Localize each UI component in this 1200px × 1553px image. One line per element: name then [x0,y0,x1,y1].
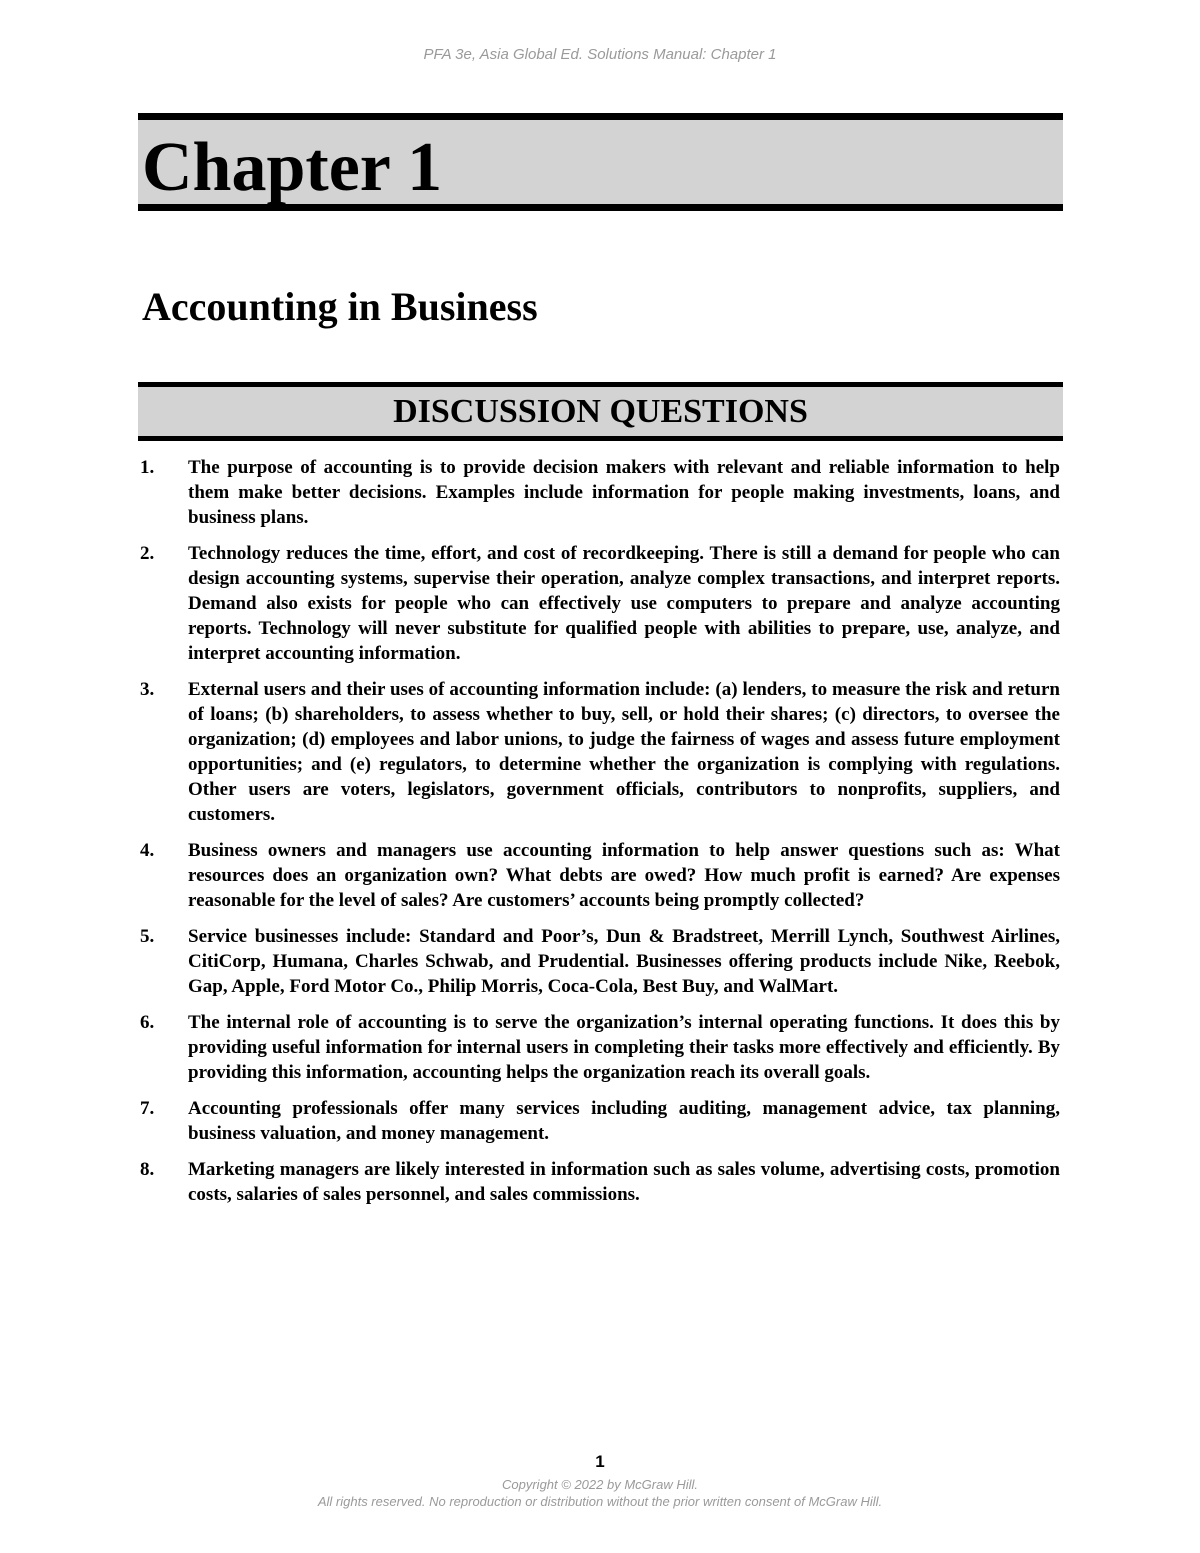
question-item [140,1157,1060,1207]
section-title: DISCUSSION QUESTIONS [393,393,808,430]
question-item [140,1096,1060,1146]
question-answer: Accounting professionals offer many services including auditing, management advice, tax planning, business valuation, and money management. [188,1098,1060,1144]
question-answer: The internal role of accounting is to serve the organization’s internal operating functions. It does this by providing useful information for internal users in completing their tasks more effectively and efficiently. By providing this information, accounting helps the organization reach its overall goals. [188,1012,1060,1083]
copyright-line: Copyright © 2022 by McGraw Hill. [502,1477,698,1492]
question-item [140,541,1060,666]
question-answer: Service businesses include: Standard and Poor’s, Dun & Bradstreet, Merrill Lynch, Southwest Airlines, CitiCorp, Humana, Charles Schwab, and Prudential. Businesses offering products include Nike, Reebok, Gap, Apple, Ford Motor Co., Philip Morris, Coca-Cola, Best Buy, and WalMart. [188,926,1060,997]
running-header: PFA 3e, Asia Global Ed. Solutions Manual: Chapter 1 [423,46,777,63]
question-number: 6. [140,1012,155,1033]
question-answer: Marketing managers are likely interested in information such as sales volume, advertising costs, promotion costs, salaries of sales personnel, and sales commissions. [188,1159,1060,1205]
question-number: 4. [140,840,155,861]
copyright-footer [0,1476,1200,1510]
chapter-subtitle: Accounting in Business [142,284,538,329]
question-number: 1. [140,457,155,478]
question-item [140,677,1060,827]
question-number: 3. [140,679,155,700]
question-answer: The purpose of accounting is to provide decision makers with relevant and reliable information to help them make better decisions. Examples include information for people making investments, loans, and business plans. [188,457,1060,528]
question-answer: Technology reduces the time, effort, and cost of recordkeeping. There is still a demand for people who can design accounting systems, supervise their operation, analyze complex transactions, and interpret reports. Demand also exists for people who can effectively use computers to prepare and analyze accounting reports. Technology will never substitute for qualified people with abilities to prepare, use, analyze, and interpret accounting information. [188,543,1060,664]
discussion-questions-list [140,455,1060,1218]
chapter-title: Chapter 1 [142,129,443,206]
question-number: 8. [140,1159,155,1180]
question-item [140,1010,1060,1085]
question-item [140,455,1060,530]
question-number: 2. [140,543,155,564]
question-answer: External users and their uses of accounting information include: (a) lenders, to measure the risk and return of loans; (b) shareholders, to assess whether to buy, sell, or hold their shares; (c) directors, to oversee the organization; (d) employees and labor unions, to judge the fairness of wages and assess future employment opportunities; and (e) regulators, to determine whether the organization is complying with regulations. Other users are voters, legislators, government officials, contributors to nonprofits, suppliers, and customers. [188,679,1060,825]
question-number: 7. [140,1098,155,1119]
question-answer: Business owners and managers use accounting information to help answer questions such as: What resources does an organization own? What debts are owed? How much profit is earned? Are expenses reasonable for the level of sales? Are customers’ accounts being promptly collected? [188,840,1060,911]
page-number: 1 [595,1452,605,1471]
section-title-band [138,382,1063,441]
question-item [140,838,1060,913]
question-item [140,924,1060,999]
question-number: 5. [140,926,155,947]
rights-line: All rights reserved. No reproduction or distribution without the prior written consent of McGraw Hill. [317,1494,883,1509]
